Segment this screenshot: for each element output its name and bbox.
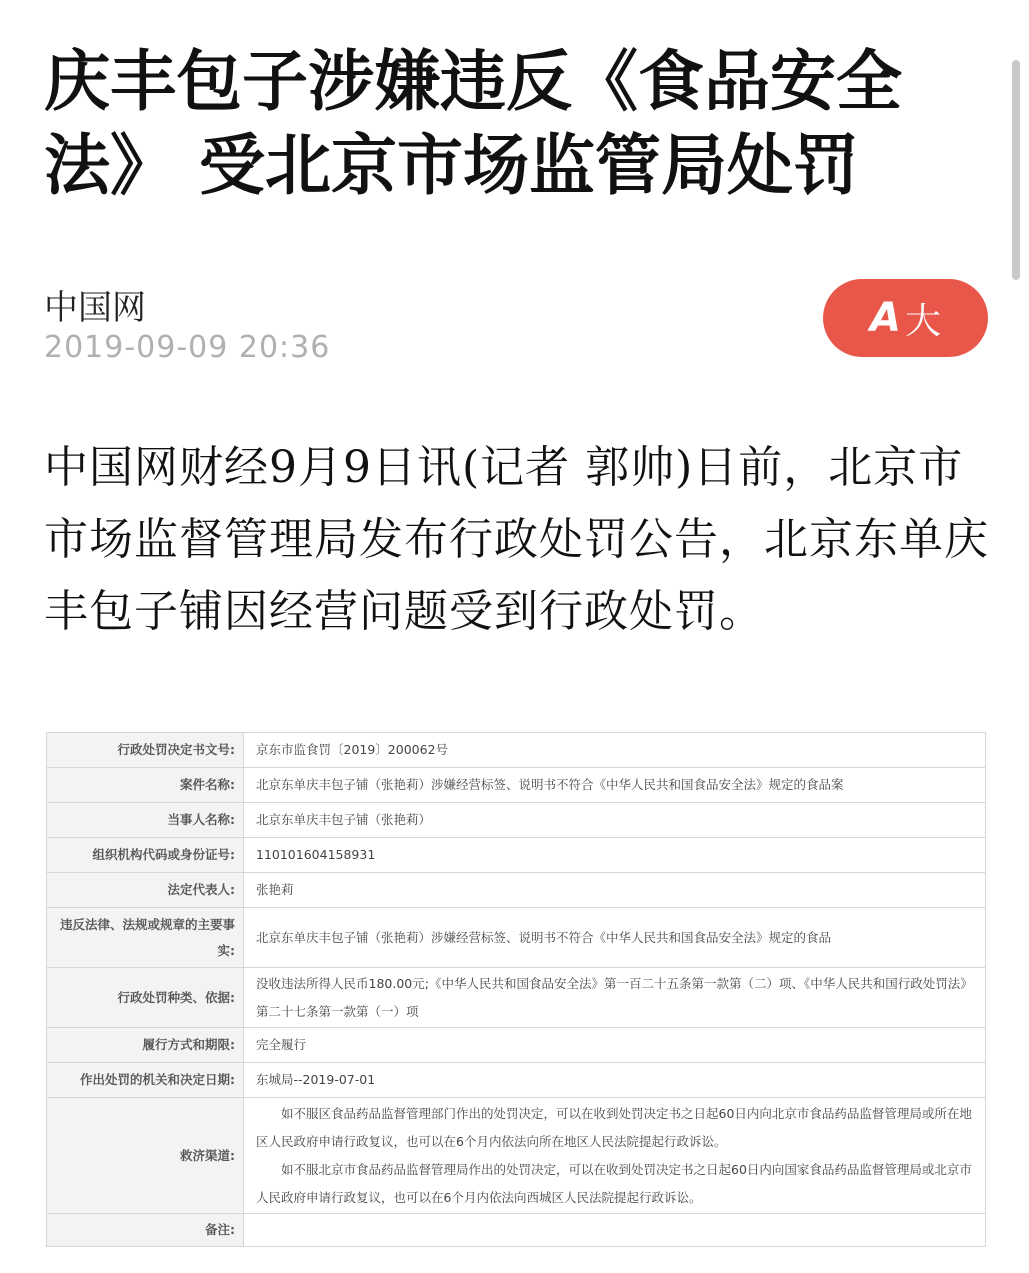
row-value: 完全履行 [244, 1028, 986, 1063]
row-value: 北京东单庆丰包子铺（张艳莉）涉嫌经营标签、说明书不符合《中华人民共和国食品安全法》规定的食品 [244, 908, 986, 968]
row-key: 违反法律、法规或规章的主要事实: [47, 908, 244, 968]
table-row [47, 1098, 986, 1214]
row-value: 没收违法所得人民币180.00元;《中华人民共和国食品安全法》第一百二十五条第一款第（二）项、《中华人民共和国行政处罚法》第二十七条第一款第（一）项 [244, 968, 986, 1028]
table-row [47, 1028, 986, 1063]
table-row [47, 803, 986, 838]
table-row [47, 1063, 986, 1098]
row-key: 组织机构代码或身份证号: [47, 838, 244, 873]
row-key: 履行方式和期限: [47, 1028, 244, 1063]
table-row [47, 733, 986, 768]
font-size-label: 大 [904, 300, 941, 342]
row-key: 作出处罚的机关和决定日期: [47, 1063, 244, 1098]
table-row [47, 873, 986, 908]
remedy-paragraph: 如不服北京市食品药品监督管理局作出的处罚决定，可以在收到处罚决定书之日起60日内向国家食品药品监督管理局或北京市人民政府申请行政复议，也可以在6个月内依法向西城区人民法院提起行政诉讼。 [256, 1161, 972, 1205]
row-value: 东城局--2019-07-01 [244, 1063, 986, 1098]
table-row [47, 968, 986, 1028]
row-key: 法定代表人: [47, 873, 244, 908]
font-size-icon: A [870, 295, 901, 341]
row-value: 张艳莉 [244, 873, 986, 908]
article-title: 庆丰包子涉嫌违反《食品安全法》 受北京市场监管局处罚 [44, 43, 902, 204]
row-value: 北京东单庆丰包子铺（张艳莉） [244, 803, 986, 838]
table-row [47, 768, 986, 803]
row-key: 当事人名称: [47, 803, 244, 838]
row-value [244, 1098, 986, 1214]
remedy-paragraph: 如不服区食品药品监督管理部门作出的处罚决定，可以在收到处罚决定书之日起60日内向北京市食品药品监督管理局或所在地区人民政府申请行政复议，也可以在6个月内依法向所在地区人民法院提起行政诉讼。 [256, 1105, 972, 1149]
scrollbar[interactable] [1012, 60, 1020, 280]
row-key: 救济渠道: [47, 1098, 244, 1214]
row-key: 案件名称: [47, 768, 244, 803]
row-value: 北京东单庆丰包子铺（张艳莉）涉嫌经营标签、说明书不符合《中华人民共和国食品安全法》规定的食品案 [244, 768, 986, 803]
penalty-notice-table [46, 732, 986, 1247]
row-value: 110101604158931 [244, 838, 986, 873]
row-key: 备注: [47, 1214, 244, 1247]
article-time: 2019-09-09 20:36 [44, 330, 331, 365]
row-value [244, 1214, 986, 1247]
table-row [47, 1214, 986, 1247]
row-value: 京东市监食罚〔2019〕200062号 [244, 733, 986, 768]
article-source[interactable]: 中国网 [44, 288, 146, 328]
article-lead: 中国网财经9月9日讯(记者 郭帅)日前，北京市市场监督管理局发布行政处罚公告，北京东单庆丰包子铺因经营问题受到行政处罚。 [44, 442, 989, 637]
row-key: 行政处罚种类、依据: [47, 968, 244, 1028]
row-key: 行政处罚决定书文号: [47, 733, 244, 768]
table-row [47, 908, 986, 968]
table-row [47, 838, 986, 873]
font-size-button[interactable] [823, 279, 988, 357]
